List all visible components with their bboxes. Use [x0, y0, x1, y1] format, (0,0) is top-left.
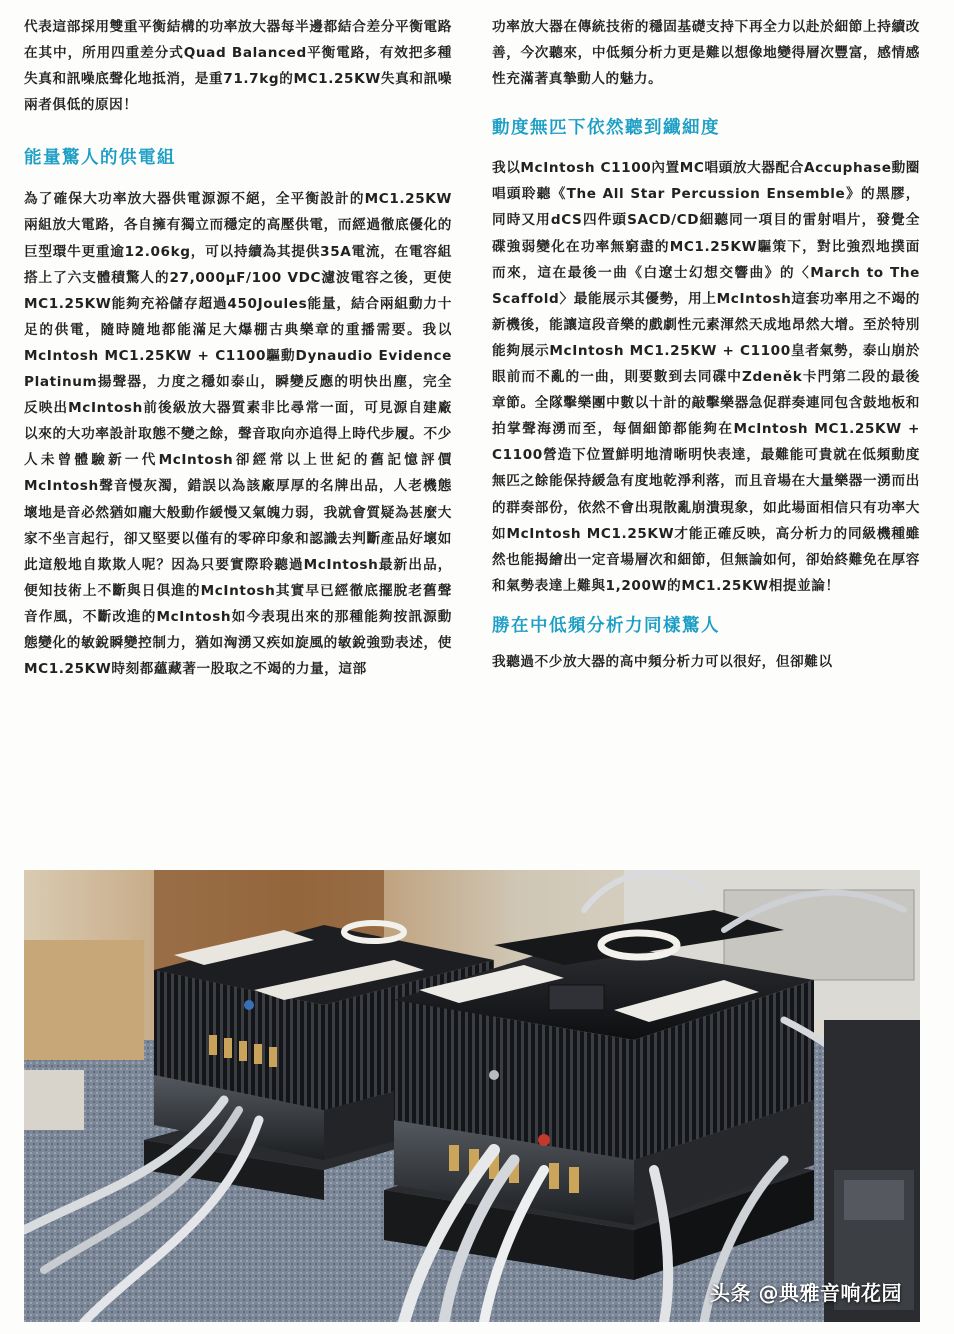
left-paragraph-power-supply: 為了確保大功率放大器供電源源不絕，全平衡設計的MC1.25KW兩組放大電路，各自擁有獨立而穩定的高壓供電，而經過徹底優化的巨型環牛更重逾12.06kg，可以持續為其提供35A電流，在電容組搭上了六支體積驚人的27,000μF/100 VDC濾波電容之後，更使MC1.25KW能夠充裕儲存超過450Joules能量，結合兩組動力十足的供電，隨時隨地都能滿足大爆棚古典樂章的重播需要。我以McIntosh MC1.25KW + C1100驅動Dynaudio Evidence Platinum揚聲器，力度之穩如泰山，瞬變反應的明快出塵，完全反映出McIntosh前後級放大器質素非比尋常一面，可見源自建廠以來的大功率設計取態不變之餘，聲音取向亦追得上時代步履。不少人未曾體驗新一代McIntosh卻經常以上世紀的舊記憶評價McIntosh聲音慢灰濁，錯誤以為該廠厚厚的名牌出品，人老機態壞地是音必然猶如龐大般動作緩慢又氣魄力弱，我就會質疑為甚麼大家不坐言起行，卻又堅要以僅有的零碎印象和認識去判斷產品好壞如此這般地自欺欺人呢？因為只要實際聆聽過McIntosh最新出品，便知技術上不斷與日俱進的McIntosh其實早已經徹底擺脫老舊聲音作風，不斷改進的McIntosh如今表現出來的那種能夠按訊源動態變化的敏銳瞬變控制力，猶如洶湧又疾如旋風的敏銳強勁表述，使MC1.25KW時刻都蘊藏著一股取之不竭的力量，這部 — [24, 191, 452, 678]
watermark-text: 头条 @典雅音响花园 — [710, 1281, 902, 1305]
right-paragraph-dynamics: 我以McIntosh C1100內置MC唱頭放大器配合Accuphase動圈唱頭聆聽《The All Star Percussion Ensemble》的黑膠，同時又用dCS四件頭SACD/CD細聽同一項目的雷射唱片，發覺全碟強弱變化在功率無窮盡的MC1.25KW驅策下，對比強烈地撲面而來，這在最後一曲《白遼士幻想交響曲》的〈March to The Scaffold〉最能展示其優勢，用上McIntosh這套功率用之不竭的新機後，能讓這段音樂的戲劇性元素渾然天成地昂然大增。至於特別能夠展示McIntosh MC1.25KW + C1100皇者氣勢，泰山崩於眼前而不亂的一曲，則要數到去同碟中Zdeněk卡門第二段的最後章節。全隊擊樂團中數以十計的敲擊樂器急促群奏連同包含鼓地板和拍掌聲海湧而至，每個細節都能夠在McIntosh MC1.25KW + C1100營造下位置鮮明地清晰明快表達，最難能可貴就在低頻動度無匹之餘能保持緩急有度地乾淨利落，而且音場在大量樂器一湧而出的群奏部份，依然不會出現散亂崩潰現象，如此場面相信只有功率大如McIntosh MC1.25KW才能正確反映，高分析力的同級機種雖然也能揭繪出一定音場層次和細節，但無論如何，卻始終難免在厚容和氣勢表達上難與1,200W的MC1.25KW相提並論！ — [492, 160, 920, 594]
right-paragraph-low-frequency: 我聽過不少放大器的高中頻分析力可以很好，但卻難以 — [492, 653, 833, 670]
right-paragraph-intro: 功率放大器在傳統技術的穩固基礎支持下再全力以赴於細節上持續改善，今次聽來，中低頻分析力更是難以想像地變得層次豐富，感情感性充滿著真摯動人的魅力。 — [492, 19, 920, 88]
amplifier-photo-illustration — [24, 870, 920, 1322]
amplifier-photo — [24, 870, 920, 1322]
right-column — [492, 14, 920, 675]
section-heading-dynamics: 動度無匹下依然聽到纖細度 — [492, 118, 720, 139]
section-heading-power-supply: 能量驚人的供電組 — [24, 148, 176, 169]
left-paragraph-intro: 代表這部採用雙重平衡結構的功率放大器每半邊都結合差分平衡電路在其中，所用四重差分式Quad Balanced平衡電路，有效把多種失真和訊噪底聲化地抵消，是重71.7kg的MC1.25KW失真和訊噪兩者俱低的原因！ — [24, 19, 452, 114]
section-heading-low-frequency: 勝在中低頻分析力同樣驚人 — [492, 615, 720, 636]
left-column — [24, 14, 452, 682]
